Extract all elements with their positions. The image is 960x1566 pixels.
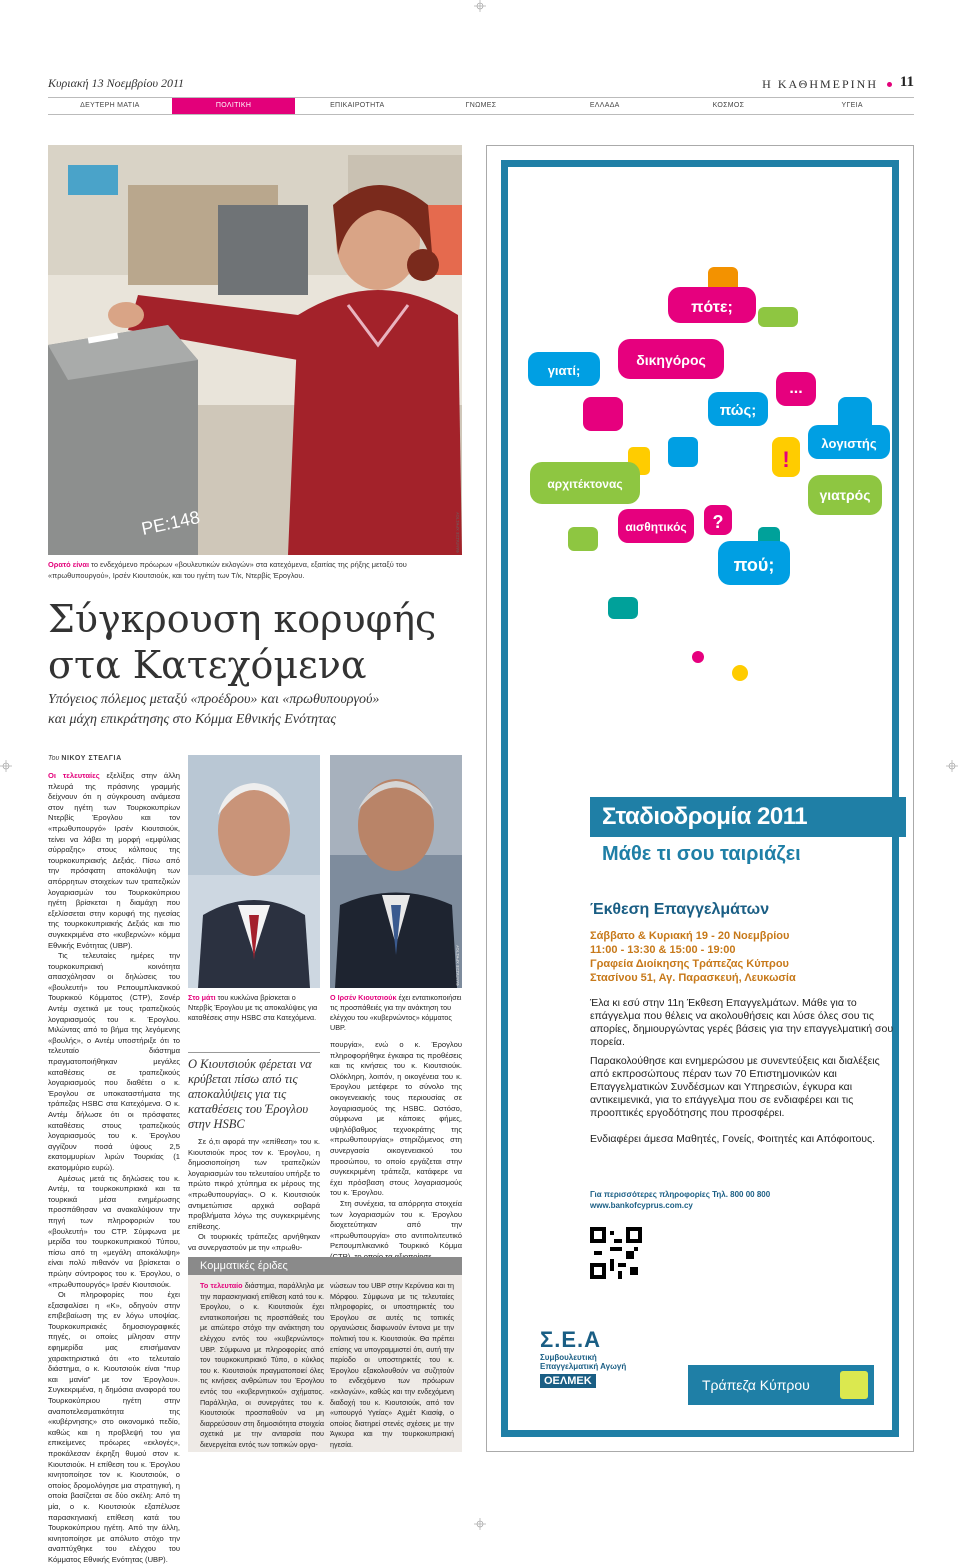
portrait-illustration-kucuk xyxy=(330,755,462,988)
article-paragraph: Σε ό,τι αφορά την «επίθεση» του κ. Κιουτσιούκ προς τον κ. Έρογλου, η δημοσιοποίηση των τραπεζικών λογαριασμών του τελευταίου υπήρξε το πρώτο πικρό χτύπημα εκ μέρους της «πρωθυπουργίας». Ο κ. Κιουτσιούκ αντιμετώπισε αρχικά σοβαρά προβλήματα λόγω της συγκεκριμένης επίθεσης. xyxy=(188,1137,320,1231)
caption-lead: Ορατό είναι xyxy=(48,560,89,569)
photo-kucuk xyxy=(330,755,462,988)
article-headline xyxy=(48,596,462,688)
sidebar-column-2: νώσεων του UBP στην Κερύνεια και τη Μόρφου. Σύμφωνα με τις τελευταίες πληροφορίες, οι υποστηρικτές του Έρογλου σε αυτές τις τοπικές οργανώσεις διαφωνούν έντονα με την πολιτική του κ. Κιουτσιούκ. Θα πρέπει επίσης να υπογραμμιστεί ότι, αυτή την περίοδο οι υποστηρικτές του κ. Έρογλου εξακολουθούν να συζητούν το ενδεχόμενο των πρόωρων «εκλογών», καθώς και την ενδεχόμενη διαδοχή του κ. Κιουτσιούκ, από τον «υπουργό Υγείας» Αχμέτ Κιασίφ, ο οποίος διατηρεί στενές σχέσεις με την Άγκυρα και την τουρκοκυπριακή ηγεσία. xyxy=(330,1281,454,1449)
nav-item-ellada[interactable]: ΕΛΛΑΔΑ xyxy=(589,102,620,109)
bubble-ellipsis: ... xyxy=(789,380,803,397)
article-paragraph: Στη συνέχεια, τα απόρρητα στοιχεία των λογαριασμών του κ. Έρογλου διοχετεύτηκαν από την «πρωθυπουργία» στο αντιπολιτευτικό Ρεπουμπλικανικό Τουρκικό Κόμμα xyxy=(330,1198,462,1251)
article-subhead xyxy=(48,690,462,730)
bubble-architektonas: αρχιτέκτονας xyxy=(547,477,623,491)
nav-item-ygeia[interactable]: ΥΓΕΙΑ xyxy=(841,102,863,109)
ad-inner-frame xyxy=(501,160,899,1437)
main-photo-caption xyxy=(48,559,462,581)
article-paragraph: Οι τουρκικές τράπεζες αρνήθηκαν να συνεργαστούν με την «πρωθυ- xyxy=(188,1232,320,1252)
sidebar-box xyxy=(188,1257,462,1452)
sidebar-column-1: Το τελευταίο διάστημα, παράλληλα με την παρασκηνιακή επίθεση κατά του κ. Έρογλου, ο κ. Κιουτσιούκ έχει εντατικοποιήσει τις προσπάθειές του με απώτερο στόχο την ανάκτηση του ελέγχου εντός του «κυβερνώντος» UBP. Σύμφωνα με πληροφορίες από τον τουρκοκυπριακό Τύπο, ο κύκλος του κ. Κιουτσιούκ πραγματοποιεί όλες τις κινήσεις ανθρώπων του Έρογλου εντός του «κυβερνητικού» σχήματος. Παράλληλα, οι συνεργάτες του κ. Κιουτσιούκ προσπαθούν να μη διαρρεύσουν στη δημοσιότητα στοιχεία σχετικά με την ανταρσία που διενεργείται εντός των τοπικών οργα- xyxy=(200,1281,324,1449)
newspaper-name: Η ΚΑΘΗΜΕΡΙΝΗ xyxy=(762,77,878,91)
ad-website[interactable]: www.bankofcyprus.com.cy xyxy=(590,1201,693,1210)
nav-item-gnomes[interactable]: ΓΝΩΜΕΣ xyxy=(465,102,497,109)
ad-contact xyxy=(590,1189,770,1211)
masthead xyxy=(48,74,914,94)
nav-item-deftera-matia[interactable]: ΔΕΥΤΕΡΗ ΜΑΤΙΑ xyxy=(80,102,140,109)
bubble-logistis: λογιστής xyxy=(821,436,877,451)
nav-item-kosmos[interactable]: ΚΟΣΜΟΣ xyxy=(712,102,745,109)
subhead-line2: και μάχη επικράτησης στο Κόμμα Εθνικής Ενότητας xyxy=(48,712,337,727)
registration-mark-top xyxy=(474,0,486,12)
section-nav xyxy=(48,97,914,115)
article-paragraph: Τις τελευταίες ημέρες την τουρκοκυπριακή κοινότητα απασχόλησαν οι δηλώσεις του «βουλευτή» του Ρεπουμπλικανικού Τουρκικού Κόμματος (CTP), Σονέρ Αντέμ σχετικά με τους τραπεζικούς λογαριασμούς του κ. Έρογλου. Μιλώντας από το βήμα της λεγόμενης «βουλής», ο Αντέμ υποστήριξε ότι το τελευταίο διάστημα πραγματοποιήθηκαν μεγάλες καταθέσεις σε τραπεζικούς λογαριασμούς που διαθέτει ο κ. Έρογλου σε υποκαταστήματα της τράπεζας HSBC στα Κατεχόμενα. Ο κ. Αντέμ δήλωσε ότι οι πρόσφατες καταθέσεις στους τραπεζικούς λογαριασμούς του κ. Έρογλου αγγίζουν ποσά ύψους 2,5 εκατομμυρίων λιρών Τουρκίας (1 εκατομμύριο ευρώ). xyxy=(48,951,180,1172)
caption-text: το ενδεχόμενο πρόωρων «βουλευτικών εκλογών» στα κατεχόμενα, εξαιτίας της ρήξης μεταξύ του «πρωθυπουργού», Ιρσέν Κιουτσιούκ, και του ηγέτη των Τ/κ, Ντερβίς Έρογλου. xyxy=(48,560,407,580)
ballot-box-label: ΡΕ:148 xyxy=(139,507,202,539)
qr-code-icon[interactable] xyxy=(590,1227,642,1279)
bank-badge-icon xyxy=(840,1371,868,1399)
speech-bubbles-illustration xyxy=(508,247,906,707)
byline-author: ΝΙΚΟΥ ΣΤΕΛΓΙΑ xyxy=(61,755,122,762)
bubble-pos: πώς; xyxy=(719,402,757,419)
sidebar-lead: Το τελευταίο xyxy=(200,1281,243,1290)
ad-subtitle: Μάθε τι σου ταιριάζει xyxy=(602,843,801,865)
masthead-dot xyxy=(887,82,892,87)
ad-title-band: Σταδιοδρομία 2011 xyxy=(590,797,906,837)
article-paragraph: πουργία», ενώ ο κ. Έρογλου πληροφορήθηκε έγκαιρα τις προθέσεις και τις κινήσεις του κ. Κιουτσιούκ. Ολόκληρη, λοιπόν, η οικογένεια του κ. Έρογλου μετέφερε το σύνολο της οικογενειακής τους περιουσίας σε λογαριασμούς της HSBC. Ωστόσο, σύμφωνα με κάποιες φήμες, υψηλόβαθμος τεχνοκράτης της «πρωθυπουργίας» στηριζόμενος στη συνεργασία οικογενειακού του προσώπου, το οποίο εργάζεται στην συγκεκριμένη τράπεζα, κατάφερε να έχει πρόσβαση στους λογαριασμούς του κ. Έρογλου. xyxy=(330,1040,462,1198)
headline-line1: Σύγκρουση κορυφής xyxy=(48,597,437,641)
ad-expo-title: Έκθεση Επαγγελμάτων xyxy=(590,901,770,918)
photo-kucuk-caption: Ο Ιρσέν Κιουτσιούκ έχει εντατικοποιήσει τις προσπάθειές για την ανάκτηση του ελέγχου του «κυβερνώντος» κόμματος UBP. xyxy=(330,993,462,1032)
photo-eroglu-caption: Στο μάτι του κυκλώνα βρίσκεται ο Ντερβίς Έρογλου με τις αποκαλύψεις για καταθέσεις στην HSBC στα Κατεχόμενα. xyxy=(188,993,318,1022)
article-column-left xyxy=(48,771,181,1564)
headline-line2: στα Κατεχόμενα xyxy=(48,643,367,687)
article-column-middle xyxy=(188,1137,320,1257)
main-photo-voting xyxy=(48,145,462,555)
bubble-giati: γιατί; xyxy=(547,363,581,378)
registration-mark-right xyxy=(946,760,958,772)
article-paragraph: Αμέσως μετά τις δηλώσεις του κ. Αντέμ, τα τουρκοκυπριακά και τα τουρκικά μέσα ενημέρωσης προσπάθησαν να ανακαλύψουν την πηγή των πληροφοριών του «βουλευτή» του CTP. Σύμφωνα με μερίδα του τουρκοκυπριακού Τύπου, πίσω από τη «μεγάλη αποκάλυψη» είναι πολύ πιθανόν να βρίσκεται ο πρώην σύντροφος του κ. Έρογλου, ο «πρωθυπουργός» Ιρσέν Κιουτσιούκ. xyxy=(48,1173,180,1289)
portrait-illustration-eroglu xyxy=(188,755,320,988)
article-paragraph: Οι τελευταίες εξελίξεις στην άλλη πλευρά της πράσινης γραμμής δείχνουν ότι η σύγκρουση ανάμεσα στον ηγέτη των Τουρκοκυπρίων Ντερβίς Έρογλου και τον «πρωθυπουργό» Ιρσέν Κιουτσιούκ, τείνει να λάβει τη μορφή «εμφύλιας σύρραξης» στους κόλπους της τουρκοκυπριακής Δεξιάς. Πίσω από την πρόσφατη αποκάλυψη των απόρρητων στοιχείων των τραπεζικών λογαριασμών του Τουρκοκύπριου ηγέτη βρίσκεται η διαμάχη που εξελίσσεται στην κορυφή της ηγεσίας της τουρκοκυπριακής Δεξιάς και πιο συγκεκριμένα στο «κυβερνών» κόμμα Εθνικής Ενότητας (UBP). xyxy=(48,771,181,950)
ad-text-audience: Ενδιαφέρει άμεσα Μαθητές, Γονείς, Φοιτητές και Απόφοιτους. xyxy=(590,1133,875,1145)
ad-phone: Για περισσότερες πληροφορίες Τηλ. 800 00 800 xyxy=(590,1190,771,1199)
subhead-line1: Υπόγειος πόλεμος μεταξύ «προέδρου» και «πρωθυπουργού» xyxy=(48,692,380,707)
bubble-aisthitikos: αισθητικός xyxy=(625,520,687,534)
nav-item-politiki[interactable]: ΠΟΛΙΤΙΚΗ xyxy=(172,98,296,114)
article-paragraph: Οι πληροφορίες που έχει εξασφαλίσει η «Κ», οδηγούν στην επιβεβαίωση της εν λόγω υποψίας. Τουρκοκυπριακές δημοσιογραφικές πηγές, οι οποίες μίλησαν στην εφημερίδα μας επισήμαναν χαρακτηριστικά ότι «το τελευταίο διάστημα, ο κ. Κιουτσιούκ είναι “πυρ και μανία” με τον Έρογλου». Συγκεκριμένα, η δημόσια αναφορά του Τουρκοκύπριου ηγέτη στην αναποτελεσματικότητα της «κυβέρνησης» στο οικονομικό πεδίο, καθώς και η προβλεψή του για επικείμενες πρόωρες «εκλογές», προκάλεσαν έκρηξη θυμού στον κ. Κιουτσιούκ. Η επίθεση του κ. Έρογλου κινητοποίησε τον κ. Κιουτσιούκ, ο οποίος δρομολόγησε μια στρατηγική, η οποία βασίζεται σε δύο σκέλη: Από τη μία, ο κ. Κιουτσιούκ εξαπέλυσε παρασκηνιακή επίθεση κατά του Τουρκοκύπριου ηγέτη. Από την άλλη, κινητοποίησε με απόλυτο στόχο την αναπτύχθηκε του ελέγχου του Κόμματος Εθνικής Ενότητας (UBP). xyxy=(48,1290,180,1564)
ad-expo-info: Σάββατο & Κυριακή 19 - 20 Νοεμβρίου 11:00 - 13:30 & 15:00 - 19:00 Γραφεία Διοίκησης Τράπεζας Κύπρου Στασίνου 51, Αγ. Παρασκευή, Λευκωσία xyxy=(590,930,796,984)
photo-eroglu xyxy=(188,755,320,988)
ad-text-details: Παρακολούθησε και ενημερώσου με συνεντεύξεις και διαλέξεις από εκπροσώπους πέραν των 70 Επιστημονικών και Επαγγελματικών Συνδέσμων και Υπηρεσιών, έγκυρα και αντικειμενικά, για το επάγγελμα που σε ενδιαφέρει και τις προοπτικές εργοδότησης που προσφέρει. xyxy=(590,1055,880,1119)
page-number: 11 xyxy=(899,74,914,90)
bubble-giatros: γιατρός xyxy=(819,487,871,503)
bubble-pou: πού; xyxy=(733,555,775,575)
bank-of-cyprus-logo: Τράπεζα Κύπρου xyxy=(688,1365,874,1405)
bubble-question: ? xyxy=(712,512,724,532)
photo-credit-kucuk: ΦΑΝΤΑΣΣΕ ΧΡΗΣΤΟΥ xyxy=(455,945,460,986)
sea-oelmek-logo: Σ.Ε.Α Συμβουλευτική Επαγγελματική Αγωγή ΟΕΛΜΕΚ xyxy=(540,1327,627,1387)
byline xyxy=(48,755,122,762)
bubble-dikigoros: δικηγόρος xyxy=(636,352,706,368)
article-lead: Οι τελευταίες xyxy=(48,771,100,780)
article-column-right xyxy=(330,1040,462,1250)
voting-scene-illustration xyxy=(48,145,462,555)
sidebar-title: Κομματικές έριδες xyxy=(188,1257,462,1275)
ad-text-invite: Έλα κι εσύ στην 11η Έκθεση Επαγγελμάτων. Μάθε για το επάγγελμα που θέλεις να ακολουθήσεις και λύσε όλες σου τις απορίες, δημιουργώντας γερές βάσεις για την επαγγελματική σου πορεία. xyxy=(590,997,894,1048)
registration-mark-left xyxy=(0,760,12,772)
advertisement[interactable] xyxy=(486,145,914,1452)
pull-quote: Ο Κιουτσιούκ φέρεται να κρύβεται πίσω από τις αποκαλύψεις για τις καταθέσεις του Έρογλου στην HSBC xyxy=(188,1052,320,1132)
nav-item-epikairotita[interactable]: ΕΠΙΚΑΙΡΟΤΗΤΑ xyxy=(330,102,385,109)
photo-credit-main: ΦΑΝΤΑΣΣΕ ΧΡΗΣΤΟΥ xyxy=(455,512,460,553)
bubble-exclamation: ! xyxy=(782,447,790,472)
registration-mark-bottom xyxy=(474,1518,486,1530)
issue-date: Κυριακή 13 Νοεμβρίου 2011 xyxy=(48,76,185,90)
bubble-pote: πότε; xyxy=(691,299,733,316)
byline-prefix: Του xyxy=(48,755,62,762)
